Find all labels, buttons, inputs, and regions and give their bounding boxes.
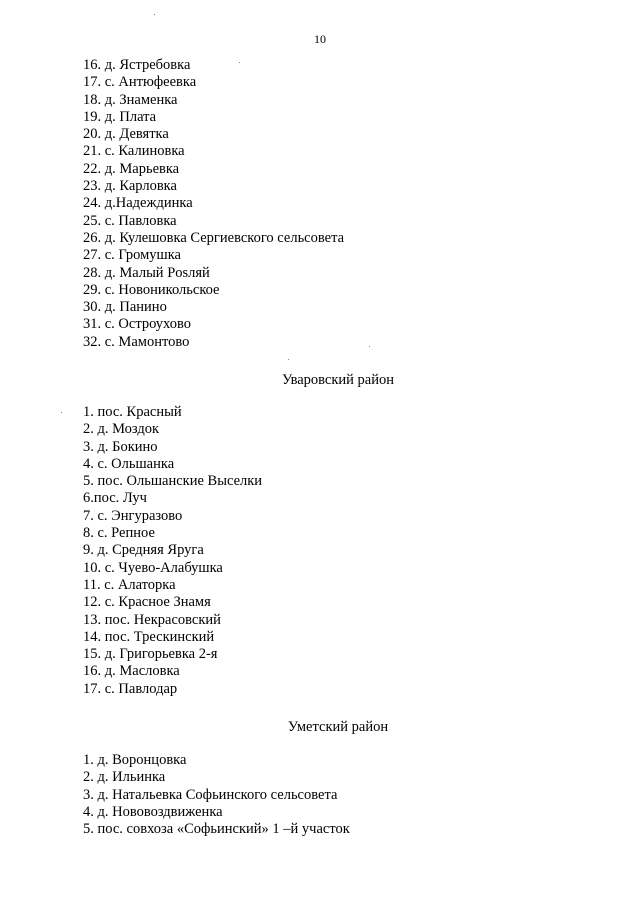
district-heading-umetsky: Уметский район (287, 719, 389, 735)
scan-speck (369, 346, 370, 347)
list-item: 28. д. Малый Рosляй (83, 264, 210, 281)
list-item: 3. д. Бокино (83, 438, 158, 455)
page-number: 10 (314, 32, 326, 46)
village-list-section1 (83, 57, 344, 351)
scan-speck (61, 412, 62, 413)
list-item: 23. д. Карловка (83, 178, 177, 195)
list-item: 16. д. Ястребовка (83, 57, 191, 73)
list-item: 12. с. Красное Знамя (83, 594, 211, 611)
list-item: 4. д. Нововоздвиженка (83, 803, 223, 820)
list-item: 13. пос. Некрасовский (83, 611, 221, 628)
list-item: 17. с. Павлодар (83, 680, 178, 697)
list-item: 25. с. Павловка (83, 212, 177, 229)
list-item: 8. с. Репное (83, 525, 155, 542)
list-item: 4. с. Ольшанка (83, 455, 175, 472)
list-item: 16. д. Масловка (83, 663, 180, 680)
list-item: 29. с. Новоникольское (83, 281, 220, 298)
district-heading-uvarovsky: Уваровский район (281, 372, 395, 388)
village-list-umetsky (83, 752, 350, 838)
list-item: 2. д. Ильинка (83, 769, 166, 786)
list-item: 2. д. Моздок (83, 421, 160, 438)
list-item: 17. с. Антюфеевка (83, 74, 197, 91)
list-item: 5. пос. Ольшанские Выселки (83, 473, 263, 490)
list-item: 7. с. Энгуразово (83, 507, 183, 524)
scan-speck (288, 359, 289, 360)
list-item: 27. с. Громушка (83, 247, 181, 264)
list-item: 6.пос. Луч (83, 490, 147, 507)
list-item: 14. пос. Трескинский (83, 628, 215, 645)
list-item: 1. д. Воронцовка (83, 752, 187, 768)
list-item: 11. с. Алаторка (83, 576, 176, 593)
list-item: 5. пос. совхоза «Софьинский» 1 –й участок (83, 821, 350, 838)
list-item: 31. с. Остроухово (83, 316, 191, 333)
scan-speck (239, 62, 240, 63)
list-item: 9. д. Средняя Яруга (83, 542, 204, 559)
list-item: 20. д. Девятка (83, 126, 169, 143)
list-item: 15. д. Григорьевка 2-я (83, 646, 218, 663)
list-item: 24. д.Надеждинка (83, 195, 193, 212)
list-item: 10. с. Чуево-Алабушка (83, 559, 223, 576)
list-item: 26. д. Кулешовка Сергиевского сельсовета (83, 229, 345, 246)
list-item: 18. д. Знаменка (83, 91, 178, 108)
list-item: 21. с. Калиновка (83, 143, 185, 160)
list-item: 3. д. Натальевка Софьинского сельсовета (83, 786, 338, 803)
list-item: 1. пос. Красный (83, 404, 182, 420)
list-item: 32. с. Мамонтово (83, 333, 190, 350)
list-item: 22. д. Марьевка (83, 160, 180, 177)
list-item: 30. д. Панино (83, 299, 167, 316)
list-item: 19. д. Плата (83, 108, 157, 125)
village-list-uvarovsky (83, 404, 262, 698)
scan-speck (154, 14, 155, 15)
